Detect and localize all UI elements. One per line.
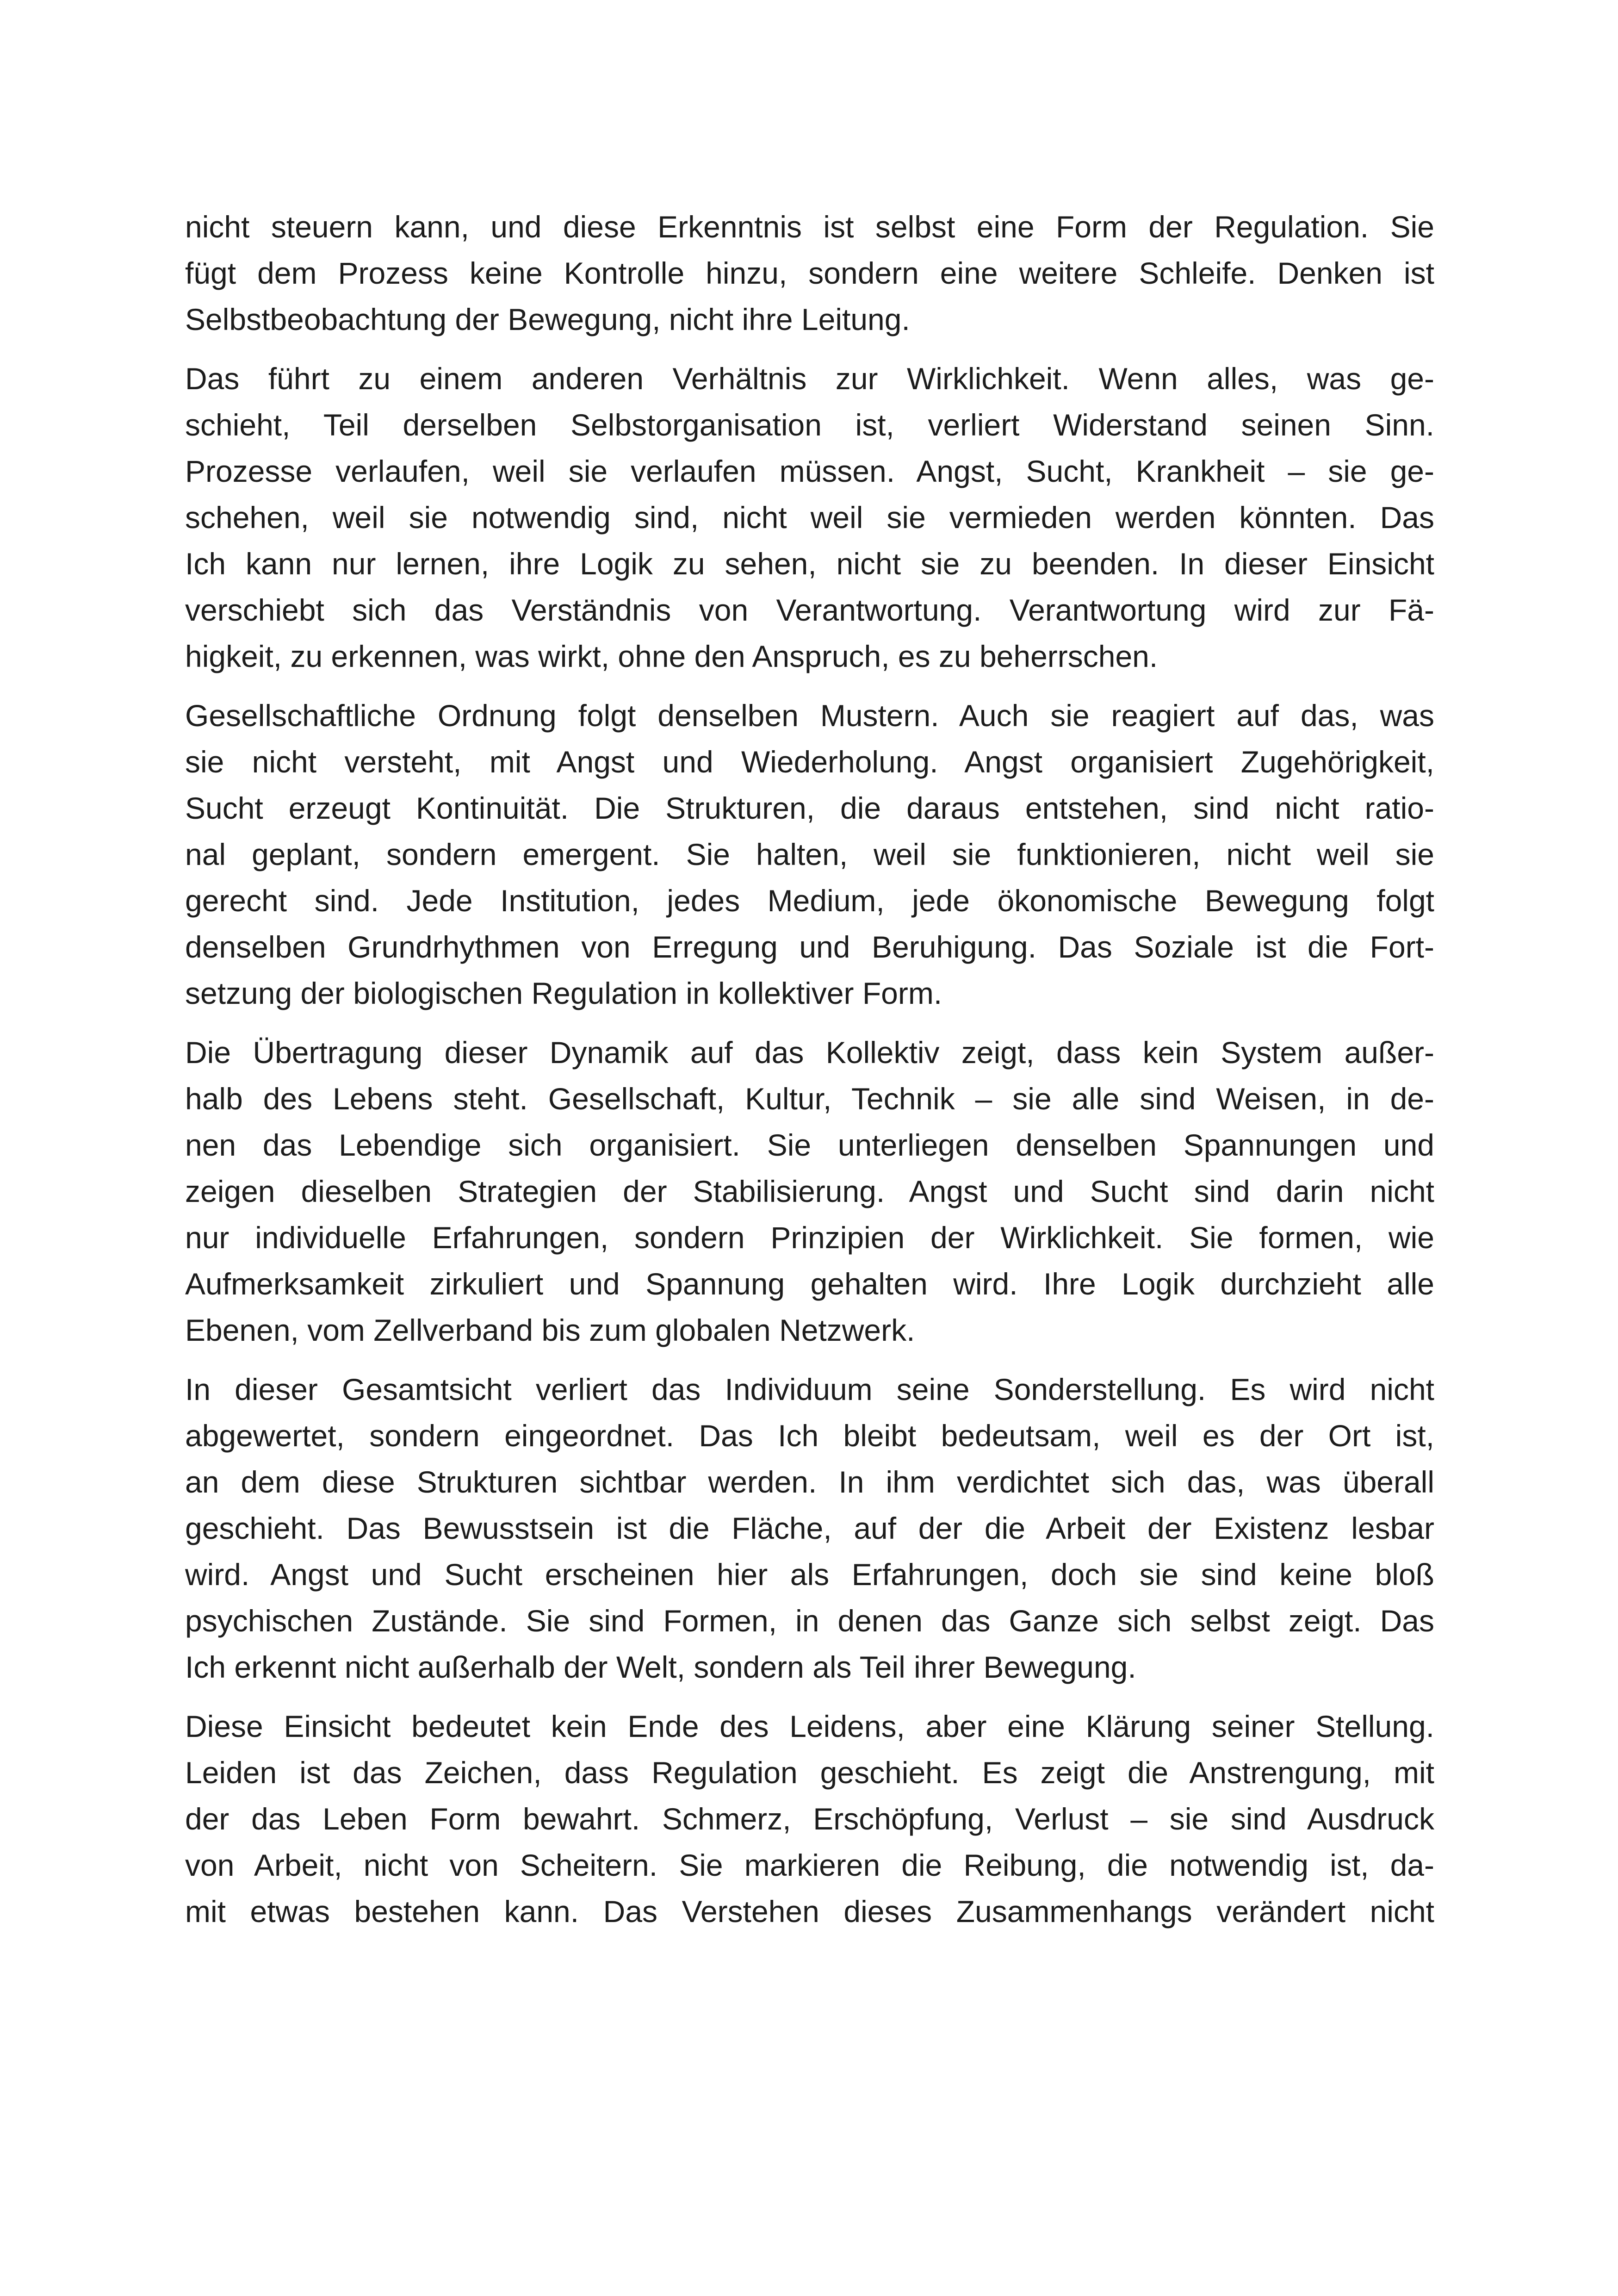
text-line: nen das Lebendige sich organisiert. Sie unterliegen denselben Spannungen und — [185, 1128, 1434, 1162]
text-line: halb des Lebens steht. Gesellschaft, Kultur, Technik – sie alle sind Weisen, in de- — [185, 1082, 1434, 1116]
text-line: zeigen dieselben Strategien der Stabilisierung. Angst und Sucht sind darin nicht — [185, 1174, 1434, 1208]
text-line: abgewertet, sondern eingeordnet. Das Ich bleibt bedeutsam, weil es der Ort ist, — [185, 1419, 1434, 1453]
paragraph-2 — [185, 355, 1434, 679]
text-line: Ebenen, vom Zellverband bis zum globalen Netzwerk. — [185, 1313, 915, 1347]
text-line: geschieht. Das Bewusstsein ist die Fläche, auf der die Arbeit der Existenz lesbar — [185, 1511, 1434, 1545]
text-line: Leiden ist das Zeichen, dass Regulation geschieht. Es zeigt die Anstrengung, mit — [185, 1755, 1434, 1790]
text-line: Die Übertragung dieser Dynamik auf das Kollektiv zeigt, dass kein System außer- — [185, 1035, 1434, 1070]
text-line: Ich kann nur lernen, ihre Logik zu sehen, nicht sie zu beenden. In dieser Einsicht — [185, 547, 1434, 581]
text-line: nur individuelle Erfahrungen, sondern Prinzipien der Wirklichkeit. Sie formen, wie — [185, 1220, 1434, 1255]
text-line: von Arbeit, nicht von Scheitern. Sie markieren die Reibung, die notwendig ist, da- — [185, 1848, 1434, 1882]
text-line: psychischen Zustände. Sie sind Formen, in denen das Ganze sich selbst zeigt. Das — [185, 1604, 1434, 1638]
text-line: Aufmerksamkeit zirkuliert und Spannung gehalten wird. Ihre Logik durchzieht alle — [185, 1267, 1434, 1301]
text-line: Prozesse verlaufen, weil sie verlaufen müssen. Angst, Sucht, Krankheit – sie ge- — [185, 454, 1434, 488]
text-line: nal geplant, sondern emergent. Sie halten, weil sie funktionieren, nicht weil sie — [185, 837, 1434, 871]
text-line: higkeit, zu erkennen, was wirkt, ohne den Anspruch, es zu beherrschen. — [185, 639, 1158, 673]
text-line: schehen, weil sie notwendig sind, nicht weil sie vermieden werden könnten. Das — [185, 500, 1434, 535]
paragraph-3 — [185, 692, 1434, 1016]
paragraph-5 — [185, 1366, 1434, 1690]
text-line: In dieser Gesamtsicht verliert das Individuum seine Sonderstellung. Es wird nicht — [185, 1372, 1434, 1406]
text-line: Diese Einsicht bedeutet kein Ende des Leidens, aber eine Klärung seiner Stellung. — [185, 1709, 1434, 1743]
text-line: nicht steuern kann, und diese Erkenntnis ist selbst eine Form der Regulation. Sie — [185, 210, 1434, 244]
text-line: wird. Angst und Sucht erscheinen hier als Erfahrungen, doch sie sind keine bloß — [185, 1557, 1434, 1592]
text-line: fügt dem Prozess keine Kontrolle hinzu, sondern eine weitere Schleife. Denken ist — [185, 256, 1434, 290]
text-line: mit etwas bestehen kann. Das Verstehen dieses Zusammenhangs verändert nicht — [185, 1894, 1434, 1929]
text-line: Das führt zu einem anderen Verhältnis zur Wirklichkeit. Wenn alles, was ge- — [185, 361, 1434, 396]
body-text — [185, 204, 1434, 1948]
text-line: schieht, Teil derselben Selbstorganisation ist, verliert Widerstand seinen Sinn. — [185, 408, 1434, 442]
text-line: Selbstbeobachtung der Bewegung, nicht ihre Leitung. — [185, 302, 910, 336]
text-line: der das Leben Form bewahrt. Schmerz, Erschöpfung, Verlust – sie sind Ausdruck — [185, 1802, 1434, 1836]
text-line: gerecht sind. Jede Institution, jedes Medium, jede ökonomische Bewegung folgt — [185, 884, 1434, 918]
paragraph-4 — [185, 1029, 1434, 1353]
paragraph-1 — [185, 204, 1434, 342]
text-line: an dem diese Strukturen sichtbar werden. In ihm verdichtet sich das, was überall — [185, 1465, 1434, 1499]
text-line: sie nicht versteht, mit Angst und Wiederholung. Angst organisiert Zugehörigkeit, — [185, 745, 1434, 779]
text-line: denselben Grundrhythmen von Erregung und Beruhigung. Das Soziale ist die Fort- — [185, 930, 1434, 964]
text-line: setzung der biologischen Regulation in kollektiver Form. — [185, 976, 942, 1010]
text-line: verschiebt sich das Verständnis von Verantwortung. Verantwortung wird zur Fä- — [185, 593, 1434, 627]
text-line: Gesellschaftliche Ordnung folgt denselben Mustern. Auch sie reagiert auf das, was — [185, 698, 1434, 733]
paragraph-6 — [185, 1703, 1434, 1935]
text-line: Sucht erzeugt Kontinuität. Die Strukturen, die daraus entstehen, sind nicht ratio- — [185, 791, 1434, 825]
text-line: Ich erkennt nicht außerhalb der Welt, sondern als Teil ihrer Bewegung. — [185, 1650, 1136, 1684]
